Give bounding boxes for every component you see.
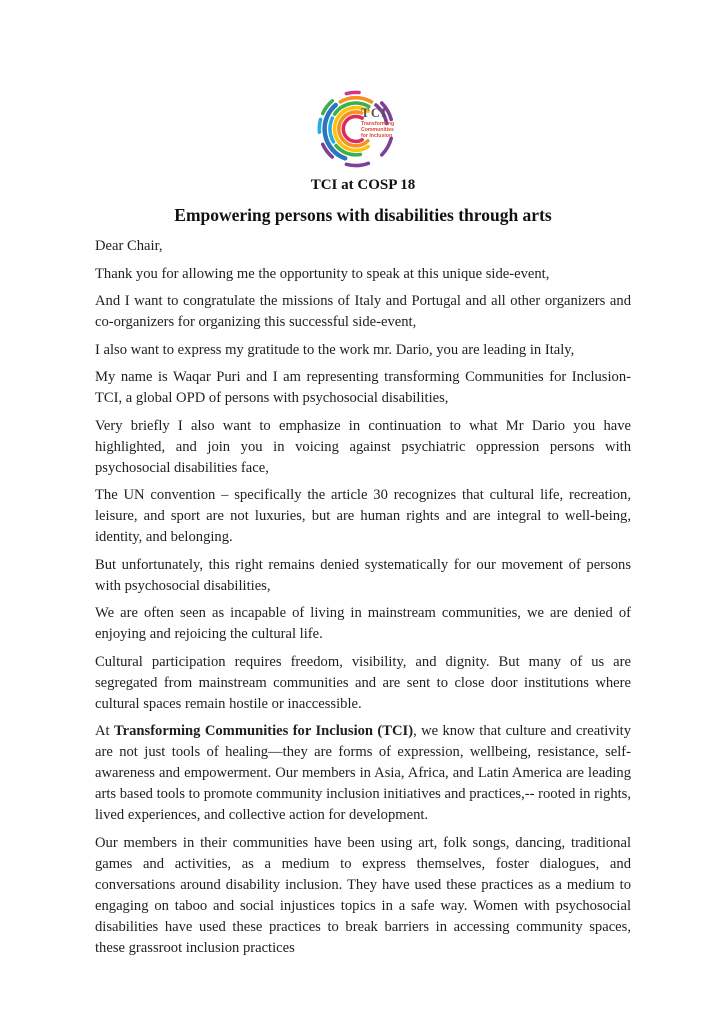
- paragraph-text: Cultural participation requires freedom, visibility, and dignity. But many of us are segregated from mainstream communities and are sent to close door institutions where cultural spaces remain hostile or inaccessible.: [95, 653, 631, 712]
- tci-logo: [313, 86, 413, 171]
- paragraph: [95, 555, 631, 597]
- paragraph-text: At: [95, 723, 114, 739]
- paragraph-text: Thank you for allowing me the opportunity to speak at this unique side-event,: [95, 265, 550, 282]
- logo-dash-purple-bottom: [346, 163, 368, 165]
- logo-dash-magenta-top: [346, 92, 359, 93]
- paragraph-text: My name is Waqar Puri and I am representing transforming Communities for Inclusion-TCI, a global OPD of persons with psychosocial disabilities,: [95, 369, 631, 406]
- paragraph: [95, 721, 631, 826]
- logo-arc-red: [343, 116, 362, 141]
- paragraph-text: Very briefly I also want to emphasize in continuation to what Mr Dario you have highlighted, and join you in voicing against psychiatric oppression persons with psychosocial disabilities face,: [95, 417, 631, 476]
- paragraph-text: I also want to express my gratitude to the work mr. Dario, you are leading in Italy,: [95, 341, 575, 358]
- paragraph: [95, 485, 631, 548]
- paragraph: [95, 291, 631, 333]
- paragraph-text: We are often seen as incapable of living in mainstream communities, we are denied of enjoying and rejoicing the cultural life.: [95, 605, 631, 642]
- paragraph: [95, 367, 631, 409]
- paragraph: [95, 264, 631, 285]
- paragraph-text: Transforming Communities for Inclusion (TCI): [113, 723, 414, 739]
- logo-dash-purple-right: [382, 138, 391, 154]
- paragraph: [95, 236, 631, 257]
- paragraph: [95, 340, 631, 361]
- logo-tagline: [361, 121, 411, 140]
- paragraph: [95, 416, 631, 479]
- paragraph: [95, 603, 631, 645]
- paragraph: [95, 833, 631, 959]
- logo-tagline-line-1: Transforming: [361, 121, 395, 127]
- logo-acronym: TCI: [361, 106, 388, 120]
- paragraph-text: And I want to congratulate the missions of Italy and Portugal and all other organizers and co-organizers for organizing this successful side-event,: [95, 293, 631, 330]
- paragraph-text: , we know that culture and creativity are not just tools of healing—they are forms of expression, wellbeing, resistance, self-awareness and empowerment. Our members in Asia, Africa, and Latin America are leading arts based tools to promote community inclusion initiatives and practices,-- rooted in rights, lived experiences, and collective action for development.: [95, 723, 632, 823]
- paragraph: [95, 652, 631, 715]
- paragraph-text: The UN convention – specifically the article 30 recognizes that cultural life, recreation, leisure, and sport are not luxuries, but are human rights and are integral to well-being, identity, and belonging.: [95, 487, 631, 545]
- paragraph-text: Our members in their communities have been using art, folk songs, dancing, traditional games and activities, as a medium to express themselves, foster dialogues, and conversations around disability inclusion. They have used these practices as a medium to engaging on taboo and social injustices topics in a safe way. Women with psychosocial disabilities have used these practices to break barriers in accessing community spaces, these grassroot inclusion practices: [95, 834, 631, 956]
- logo-tagline-line-2: Communities: [361, 127, 394, 134]
- document-title: TCI at COSP 18: [310, 177, 416, 193]
- paragraph-text: But unfortunately, this right remains denied systematically for our movement of persons with psychosocial disabilities,: [95, 556, 631, 594]
- logo-text-block: [361, 107, 411, 140]
- logo-dash-teal-left: [319, 119, 320, 132]
- document-subtitle: Empowering persons with disabilities through arts: [174, 205, 552, 225]
- paragraph-text: Dear Chair,: [95, 238, 163, 254]
- document-body: [95, 236, 631, 959]
- logo-tagline-line-3: for Inclusion: [361, 133, 393, 140]
